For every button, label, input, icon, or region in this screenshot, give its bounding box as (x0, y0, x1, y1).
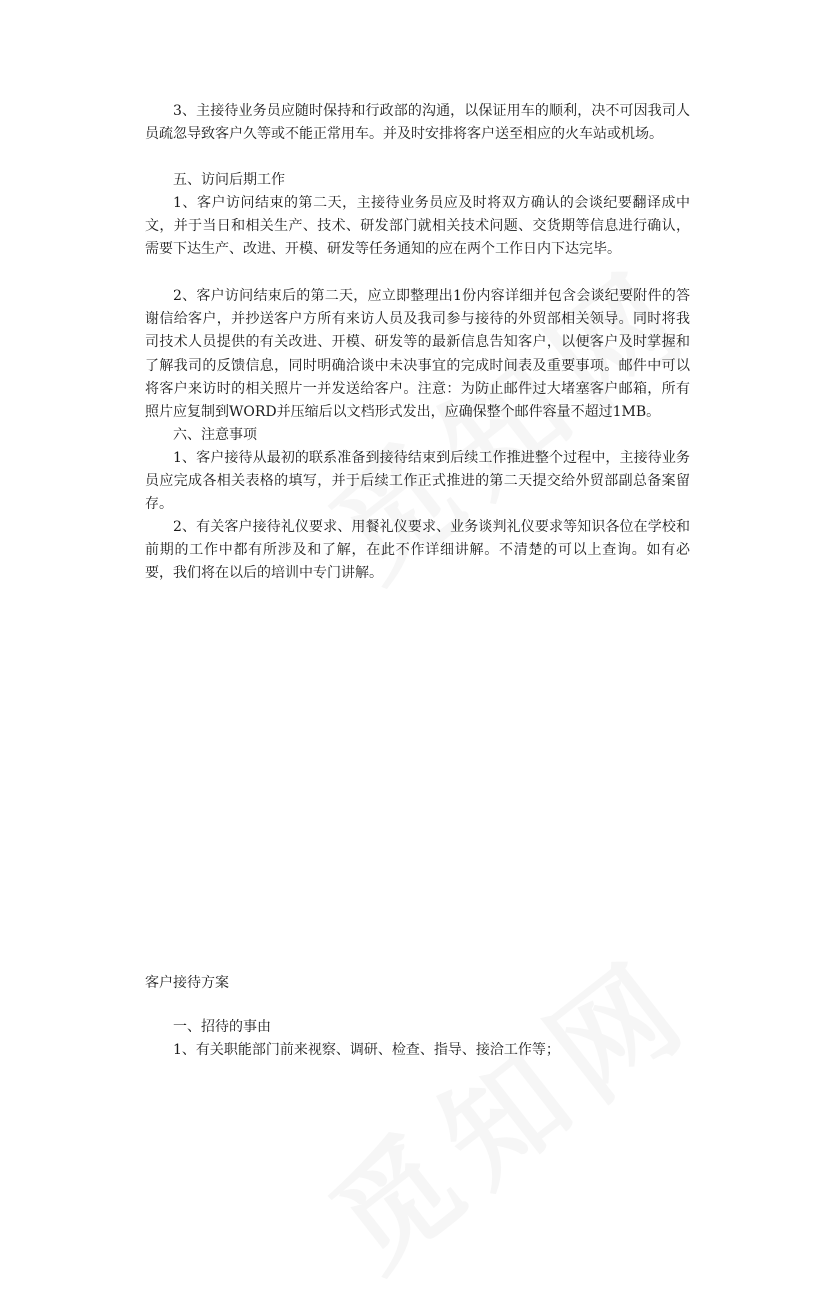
paragraph-car-arrangement: 3、主接待业务员应随时保持和行政部的沟通，以保证用车的顺利，决不可因我司人员疏忽导致客户久等或不能正常用车。并及时安排将客户送至相应的火车站或机场。 (145, 103, 690, 143)
document-title: 客户接待方案 (145, 975, 229, 991)
section-heading-reception-reason: 一、招待的事由 (173, 1019, 271, 1035)
paragraph-post-visit-1: 1、客户访问结束的第二天，主接待业务员应及时将双方确认的会谈纪要翻译成中文，并于当日和相关生产、技术、研发部门就相关技术问题、交货期等信息进行确认，需要下达生产、改进、开模、研发等任务通知的应在两个工作日内下达完毕。 (145, 195, 690, 258)
paragraph-notes-1: 1、客户接待从最初的联系准备到接待结束到后续工作推进整个过程中，主接待业务员应完成各相关表格的填写，并于后续工作正式推进的第二天提交给外贸部副总备案留存。 (145, 450, 690, 513)
watermark (291, 911, 723, 1301)
list-item: 1、有关职能部门前来视察、调研、检查、指导、接洽工作等； (173, 1042, 560, 1058)
paragraph-post-visit-2: 2、客户访问结束后的第二天，应立即整理出1份内容详细并包含会谈纪要附件的答谢信给客户，并抄送客户方所有来访人员及我司参与接待的外贸部相关领导。同时将我司技术人员提供的有关改进、开模、研发等的最新信息告知客户，以便客户及时掌握和了解我司的反馈信息，同时明确洽谈中未决事宜的完成时间表及重要事项。邮件中可以将客户来访时的相关照片一并发送给客户。注意：为防止邮件过大堵塞客户邮箱，所有照片应复制到WORD并压缩后以文档形式发出，应确保整个邮件容量不超过1MB。 (145, 288, 690, 421)
section-heading-post-visit: 五、访问后期工作 (173, 172, 285, 188)
paragraph-notes-2: 2、有关客户接待礼仪要求、用餐礼仪要求、业务谈判礼仪要求等知识各位在学校和前期的工作中都有所涉及和了解，在此不作详细讲解。不清楚的可以上查询。如有必要，我们将在以后的培训中专门讲解。 (145, 519, 690, 582)
section-heading-notes: 六、注意事项 (173, 427, 257, 443)
